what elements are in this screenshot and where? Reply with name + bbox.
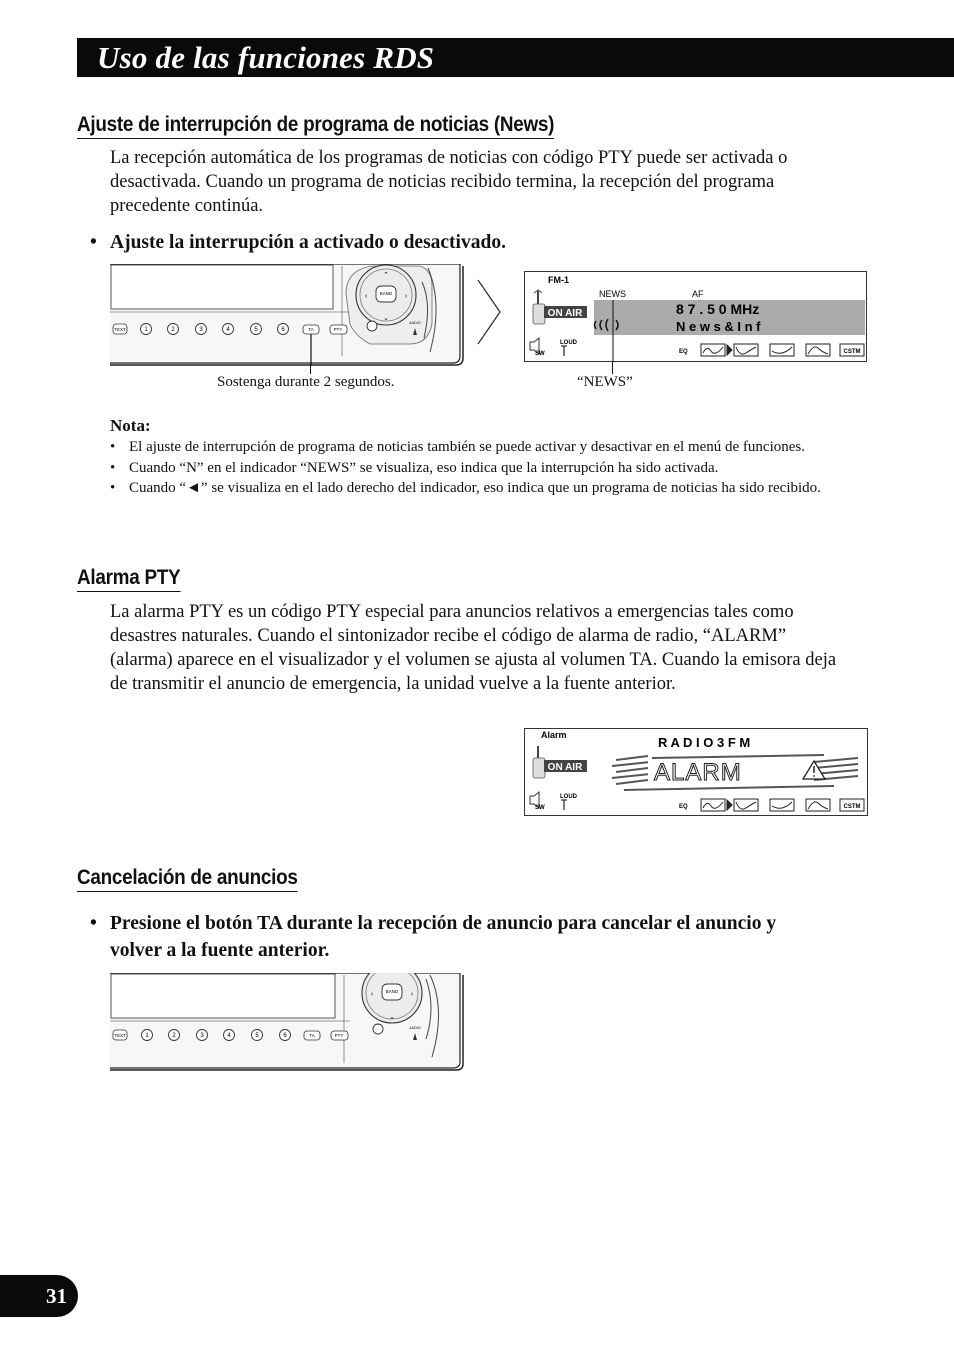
section-heading-news: Ajuste de interrupción de programa de noticias (News)	[77, 113, 554, 139]
pty-button[interactable]: PTY	[334, 1033, 344, 1038]
notes-list	[110, 437, 860, 499]
head-unit-illustration	[110, 264, 466, 366]
cancel-bullet-text: Presione el botón TA durante la recepción de anuncio para cancelar el anuncio y volver a la fuente anterior.	[110, 913, 777, 961]
svg-text:⌄: ⌄	[389, 1014, 395, 1021]
preset-5-button[interactable]: 5	[255, 1033, 259, 1039]
svg-text:AUDIO: AUDIO	[409, 1026, 421, 1030]
eq-indicator: EQ	[679, 804, 688, 810]
text-button[interactable]: TEXT	[114, 327, 126, 332]
alarm-paragraph: La alarma PTY es un código PTY especial para anuncios relativos a emergencias tales como desastres naturales. Cuando el sintonizador recibe el código de alarma de radio, “ALARM” (alarma) aparece en el visualizador y el volumen se ajusta al volumen TA. Cuando la emisora deja de transmitir el anuncio de emergencia, la unidad vuelve a la fuente anterior.	[110, 602, 837, 694]
frequency-readout: 8 7 . 5 0 MHz	[676, 301, 760, 317]
preset-2-button[interactable]: 2	[172, 1033, 176, 1039]
list-item: • El ajuste de interrupción de programa de noticias también se puede activar y desactivar en el menú de funciones.	[110, 439, 805, 455]
preset-5-button[interactable]: 5	[254, 327, 258, 333]
svg-text:⌄: ⌄	[383, 315, 389, 322]
caption-news: “NEWS”	[577, 374, 633, 390]
alarm-readout: ALARM	[654, 759, 742, 786]
svg-text:›: ›	[410, 991, 414, 998]
page-number-tab	[0, 1275, 78, 1317]
ta-button[interactable]: TA	[309, 1033, 315, 1038]
preset-3-button[interactable]: 3	[199, 327, 203, 333]
svg-text:SW: SW	[535, 805, 545, 811]
page-number: 31	[46, 1284, 67, 1308]
on-air-indicator: ON AIR	[547, 762, 583, 773]
eq-indicator: EQ	[679, 349, 688, 355]
band-indicator: FM-1	[548, 275, 569, 285]
text-button[interactable]: TEXT	[114, 1033, 126, 1038]
list-item: • Cuando “◄” se visualiza en el lado derecho del indicador, eso indica que un programa de noticias ha sido recibido.	[110, 480, 821, 496]
lcd-display-news	[524, 271, 867, 362]
preset-4-button[interactable]: 4	[227, 1033, 231, 1039]
ta-button[interactable]: TA	[308, 327, 314, 332]
pty-button[interactable]: PTY	[333, 327, 343, 332]
svg-text:SW: SW	[535, 351, 545, 357]
cancel-bullet	[90, 910, 820, 964]
svg-text:‹: ‹	[370, 991, 374, 998]
section-heading-alarm: Alarma PTY	[77, 566, 180, 592]
preset-1-button[interactable]: 1	[144, 327, 148, 333]
news-paragraph: La recepción automática de los programas de noticias con código PTY puede ser activada o desactivada. Cuando un programa de noticias recibido termina, la recepción del programa precedente continúa.	[110, 148, 788, 216]
cstm-indicator: CSTM	[843, 804, 861, 810]
preset-6-button[interactable]: 6	[283, 1033, 287, 1039]
loud-indicator: LOUD	[560, 794, 577, 800]
news-bullet-text: Ajuste la interrupción a activado o desactivado.	[110, 232, 506, 253]
svg-text:‹: ‹	[364, 293, 368, 300]
lcd-display-alarm	[524, 728, 868, 816]
callout-line-ta	[310, 364, 311, 374]
caption-hold: Sostenga durante 2 segundos.	[217, 374, 395, 390]
preset-1-button[interactable]: 1	[145, 1033, 149, 1039]
band-button-label: BAND	[379, 291, 393, 296]
page-header	[77, 38, 954, 77]
af-indicator: AF	[692, 289, 704, 299]
ps-name-readout: N e w s & I n f	[676, 319, 761, 334]
svg-text:›: ›	[404, 293, 408, 300]
ps-name-readout: R A D I O 3 F M	[658, 735, 751, 750]
bullet-dot: •	[90, 913, 97, 934]
list-item: • Cuando “N” en el indicador “NEWS” se visualiza, eso indica que la interrupción ha sido activada.	[110, 459, 719, 476]
preset-6-button[interactable]: 6	[281, 327, 285, 333]
news-bullet	[90, 229, 506, 256]
preset-3-button[interactable]: 3	[200, 1033, 204, 1039]
news-indicator: NEWS	[599, 289, 626, 299]
preset-buttons	[113, 324, 347, 335]
loud-indicator: LOUD	[560, 340, 577, 346]
note-title: Nota:	[110, 416, 151, 435]
svg-text:AUDIO: AUDIO	[409, 321, 421, 325]
head-unit-illustration	[110, 973, 466, 1071]
preset-2-button[interactable]: 2	[171, 327, 175, 333]
preset-buttons	[113, 1030, 348, 1041]
alarm-label: Alarm	[541, 730, 567, 740]
callout-line-news	[612, 362, 613, 374]
bullet-dot: •	[90, 232, 97, 253]
cstm-indicator: CSTM	[843, 349, 861, 355]
page-title: Uso de las funciones RDS	[97, 40, 435, 75]
band-button-label: BAND	[385, 989, 399, 994]
preset-4-button[interactable]: 4	[226, 327, 230, 333]
svg-text:⌃: ⌃	[383, 272, 389, 279]
arrow-right-icon	[476, 278, 502, 346]
section-heading-cancel: Cancelación de anuncios	[77, 866, 298, 892]
on-air-indicator: ON AIR	[547, 308, 583, 319]
